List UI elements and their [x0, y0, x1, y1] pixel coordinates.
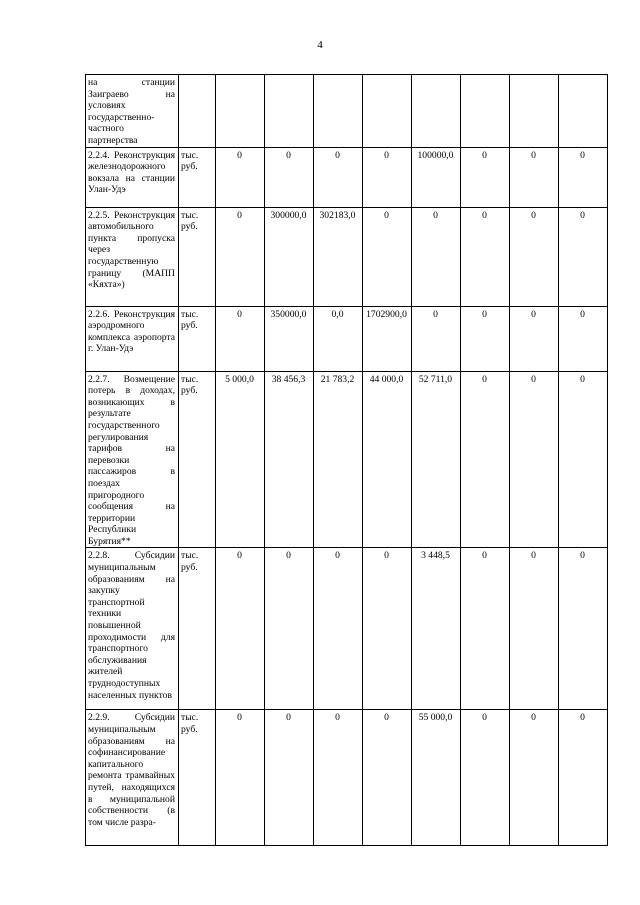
- value-cell: [216, 75, 265, 148]
- table-row: [86, 548, 608, 710]
- value-cell: 0: [412, 306, 461, 371]
- value-cell: 302183,0: [314, 207, 363, 306]
- value-cell: 52 711,0: [412, 371, 461, 548]
- value-cell: 0: [510, 710, 559, 846]
- value-cell: 0: [216, 548, 265, 710]
- unit-cell: тыс. руб.: [179, 371, 216, 548]
- row-name-cell: 2.2.7. Возмещение потерь в доходах, возникающих в результате государственного регулирования тарифов на перевозки пассажиров в поездах пригородного сообщения на территории Республики Бурятия**: [86, 371, 179, 548]
- value-cell: 0: [461, 207, 510, 306]
- value-cell: 55 000,0: [412, 710, 461, 846]
- value-cell: 0: [363, 207, 412, 306]
- value-cell: 0: [314, 147, 363, 207]
- value-cell: 0: [216, 207, 265, 306]
- value-cell: 0: [265, 147, 314, 207]
- unit-cell: тыс. руб.: [179, 306, 216, 371]
- value-cell: 0: [461, 147, 510, 207]
- row-name-cell: 2.2.8. Субсидии муниципальным образованиям на закупку транспортной техники повышенной проходимости для транспортного обслуживания жителей труднодоступных населенных пунктов: [86, 548, 179, 710]
- row-name-cell: 2.2.6. Реконструкция аэродромного комплекса аэропорта г. Улан-Удэ: [86, 306, 179, 371]
- value-cell: 0: [559, 207, 608, 306]
- value-cell: 0: [559, 371, 608, 548]
- row-name-cell: 2.2.5. Реконструкция автомобильного пункта пропуска через государственную границу (МАПП «Кяхта»): [86, 207, 179, 306]
- value-cell: 0: [461, 306, 510, 371]
- value-cell: [510, 75, 559, 148]
- value-cell: [559, 75, 608, 148]
- page-number: 4: [317, 39, 323, 51]
- value-cell: 0: [216, 306, 265, 371]
- value-cell: 0: [510, 306, 559, 371]
- value-cell: [461, 75, 510, 148]
- budget-table: [85, 74, 608, 846]
- value-cell: 0: [265, 548, 314, 710]
- value-cell: 0: [510, 147, 559, 207]
- value-cell: 44 000,0: [363, 371, 412, 548]
- unit-cell: тыс. руб.: [179, 710, 216, 846]
- value-cell: 0: [559, 306, 608, 371]
- value-cell: 350000,0: [265, 306, 314, 371]
- value-cell: 0: [314, 548, 363, 710]
- table-row: [86, 306, 608, 371]
- value-cell: 0: [559, 710, 608, 846]
- value-cell: 0: [461, 548, 510, 710]
- value-cell: 0: [314, 710, 363, 846]
- value-cell: [363, 75, 412, 148]
- value-cell: 0: [216, 710, 265, 846]
- table-row: [86, 75, 608, 148]
- table-row: [86, 710, 608, 846]
- value-cell: 0: [363, 147, 412, 207]
- value-cell: [314, 75, 363, 148]
- value-cell: [412, 75, 461, 148]
- value-cell: 0: [363, 710, 412, 846]
- value-cell: 0: [510, 548, 559, 710]
- row-name-cell: на станции Заиграево на условиях государственно-частного партнерства: [86, 75, 179, 148]
- value-cell: 0: [265, 710, 314, 846]
- value-cell: 5 000,0: [216, 371, 265, 548]
- table-row: [86, 371, 608, 548]
- unit-cell: тыс. руб.: [179, 207, 216, 306]
- row-name-cell: 2.2.9. Субсидии муниципальным образованиям на софинансирование капитального ремонта трамвайных путей, находящихся в муниципальной собственности (в том числе разра-: [86, 710, 179, 846]
- row-name-cell: 2.2.4. Реконструкция железнодорожного вокзала на станции Улан-Удэ: [86, 147, 179, 207]
- value-cell: 38 456,3: [265, 371, 314, 548]
- value-cell: 3 448,5: [412, 548, 461, 710]
- table-row: [86, 207, 608, 306]
- unit-cell: тыс. руб.: [179, 147, 216, 207]
- value-cell: 100000,0: [412, 147, 461, 207]
- unit-cell: тыс. руб.: [179, 548, 216, 710]
- value-cell: 0: [461, 710, 510, 846]
- value-cell: 0: [216, 147, 265, 207]
- table-row: [86, 147, 608, 207]
- value-cell: 0: [510, 371, 559, 548]
- value-cell: 0: [559, 548, 608, 710]
- value-cell: [265, 75, 314, 148]
- unit-cell: [179, 75, 216, 148]
- value-cell: 0,0: [314, 306, 363, 371]
- value-cell: 0: [461, 371, 510, 548]
- value-cell: 0: [412, 207, 461, 306]
- value-cell: 0: [559, 147, 608, 207]
- value-cell: 0: [510, 207, 559, 306]
- value-cell: 1702900,0: [363, 306, 412, 371]
- value-cell: 300000,0: [265, 207, 314, 306]
- value-cell: 21 783,2: [314, 371, 363, 548]
- value-cell: 0: [363, 548, 412, 710]
